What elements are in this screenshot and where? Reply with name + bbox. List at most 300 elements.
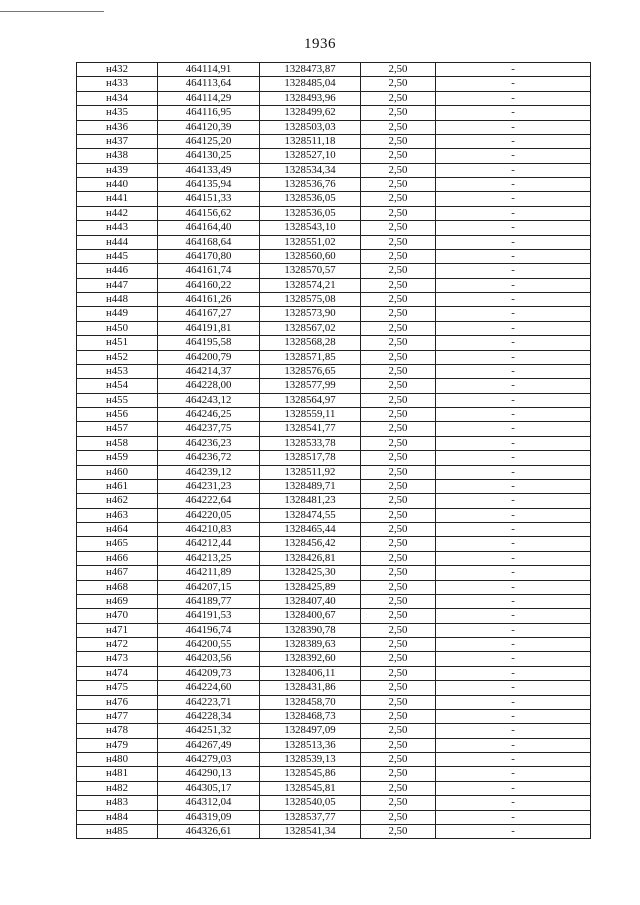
- table-row: [77, 422, 591, 436]
- accuracy-cell: 2,50: [361, 537, 436, 551]
- point-id-cell: н468: [77, 580, 158, 594]
- accuracy-cell: 2,50: [361, 767, 436, 781]
- description-cell: -: [436, 192, 591, 206]
- description-cell: -: [436, 709, 591, 723]
- y-coordinate-cell: 1328560,60: [260, 249, 361, 263]
- x-coordinate-cell: 464246,25: [158, 408, 260, 422]
- table-row: [77, 566, 591, 580]
- point-id-cell: н462: [77, 494, 158, 508]
- x-coordinate-cell: 464168,64: [158, 235, 260, 249]
- description-cell: -: [436, 738, 591, 752]
- point-id-cell: н434: [77, 91, 158, 105]
- y-coordinate-cell: 1328511,92: [260, 465, 361, 479]
- description-cell: -: [436, 494, 591, 508]
- point-id-cell: н441: [77, 192, 158, 206]
- x-coordinate-cell: 464191,53: [158, 609, 260, 623]
- x-coordinate-cell: 464135,94: [158, 178, 260, 192]
- point-id-cell: н461: [77, 479, 158, 493]
- description-cell: -: [436, 781, 591, 795]
- accuracy-cell: 2,50: [361, 436, 436, 450]
- accuracy-cell: 2,50: [361, 77, 436, 91]
- description-cell: -: [436, 307, 591, 321]
- y-coordinate-cell: 1328473,87: [260, 63, 361, 77]
- point-id-cell: н477: [77, 709, 158, 723]
- x-coordinate-cell: 464133,49: [158, 163, 260, 177]
- x-coordinate-cell: 464164,40: [158, 221, 260, 235]
- description-cell: -: [436, 249, 591, 263]
- x-coordinate-cell: 464200,55: [158, 638, 260, 652]
- y-coordinate-cell: 1328537,77: [260, 810, 361, 824]
- point-id-cell: н443: [77, 221, 158, 235]
- accuracy-cell: 2,50: [361, 824, 436, 838]
- accuracy-cell: 2,50: [361, 580, 436, 594]
- accuracy-cell: 2,50: [361, 91, 436, 105]
- accuracy-cell: 2,50: [361, 753, 436, 767]
- table-row: [77, 609, 591, 623]
- table-row: [77, 336, 591, 350]
- point-id-cell: н469: [77, 594, 158, 608]
- y-coordinate-cell: 1328577,99: [260, 379, 361, 393]
- x-coordinate-cell: 464290,13: [158, 767, 260, 781]
- description-cell: -: [436, 724, 591, 738]
- accuracy-cell: 2,50: [361, 796, 436, 810]
- accuracy-cell: 2,50: [361, 724, 436, 738]
- point-id-cell: н440: [77, 178, 158, 192]
- description-cell: -: [436, 436, 591, 450]
- x-coordinate-cell: 464224,60: [158, 681, 260, 695]
- y-coordinate-cell: 1328545,86: [260, 767, 361, 781]
- table-row: [77, 738, 591, 752]
- point-id-cell: н464: [77, 523, 158, 537]
- x-coordinate-cell: 464170,80: [158, 249, 260, 263]
- corner-rule: [0, 11, 104, 12]
- accuracy-cell: 2,50: [361, 163, 436, 177]
- y-coordinate-cell: 1328527,10: [260, 149, 361, 163]
- point-id-cell: н460: [77, 465, 158, 479]
- x-coordinate-cell: 464189,77: [158, 594, 260, 608]
- y-coordinate-cell: 1328575,08: [260, 293, 361, 307]
- description-cell: -: [436, 566, 591, 580]
- table-row: [77, 451, 591, 465]
- x-coordinate-cell: 464212,44: [158, 537, 260, 551]
- y-coordinate-cell: 1328571,85: [260, 350, 361, 364]
- table-row: [77, 192, 591, 206]
- x-coordinate-cell: 464114,29: [158, 91, 260, 105]
- y-coordinate-cell: 1328541,77: [260, 422, 361, 436]
- x-coordinate-cell: 464200,79: [158, 350, 260, 364]
- description-cell: -: [436, 753, 591, 767]
- table-row: [77, 580, 591, 594]
- table-row: [77, 350, 591, 364]
- x-coordinate-cell: 464237,75: [158, 422, 260, 436]
- description-cell: -: [436, 537, 591, 551]
- description-cell: -: [436, 293, 591, 307]
- x-coordinate-cell: 464279,03: [158, 753, 260, 767]
- x-coordinate-cell: 464116,95: [158, 106, 260, 120]
- point-id-cell: н467: [77, 566, 158, 580]
- point-id-cell: н447: [77, 278, 158, 292]
- x-coordinate-cell: 464228,34: [158, 709, 260, 723]
- point-id-cell: н450: [77, 321, 158, 335]
- x-coordinate-cell: 464203,56: [158, 652, 260, 666]
- table-row: [77, 63, 591, 77]
- y-coordinate-cell: 1328485,04: [260, 77, 361, 91]
- y-coordinate-cell: 1328481,23: [260, 494, 361, 508]
- table-row: [77, 163, 591, 177]
- x-coordinate-cell: 464305,17: [158, 781, 260, 795]
- x-coordinate-cell: 464113,64: [158, 77, 260, 91]
- accuracy-cell: 2,50: [361, 249, 436, 263]
- table-row: [77, 235, 591, 249]
- description-cell: -: [436, 422, 591, 436]
- point-id-cell: н459: [77, 451, 158, 465]
- x-coordinate-cell: 464312,04: [158, 796, 260, 810]
- point-id-cell: н476: [77, 695, 158, 709]
- accuracy-cell: 2,50: [361, 206, 436, 220]
- table-row: [77, 796, 591, 810]
- y-coordinate-cell: 1328570,57: [260, 264, 361, 278]
- y-coordinate-cell: 1328517,78: [260, 451, 361, 465]
- accuracy-cell: 2,50: [361, 336, 436, 350]
- point-id-cell: н437: [77, 134, 158, 148]
- description-cell: -: [436, 163, 591, 177]
- x-coordinate-cell: 464210,83: [158, 523, 260, 537]
- x-coordinate-cell: 464236,72: [158, 451, 260, 465]
- point-id-cell: н457: [77, 422, 158, 436]
- table-row: [77, 408, 591, 422]
- table-row: [77, 393, 591, 407]
- x-coordinate-cell: 464209,73: [158, 666, 260, 680]
- description-cell: -: [436, 465, 591, 479]
- table-row: [77, 508, 591, 522]
- accuracy-cell: 2,50: [361, 235, 436, 249]
- accuracy-cell: 2,50: [361, 479, 436, 493]
- table-row: [77, 681, 591, 695]
- table-row: [77, 652, 591, 666]
- description-cell: -: [436, 609, 591, 623]
- point-id-cell: н448: [77, 293, 158, 307]
- table-row: [77, 221, 591, 235]
- point-id-cell: н433: [77, 77, 158, 91]
- description-cell: -: [436, 652, 591, 666]
- accuracy-cell: 2,50: [361, 120, 436, 134]
- description-cell: -: [436, 767, 591, 781]
- accuracy-cell: 2,50: [361, 149, 436, 163]
- description-cell: -: [436, 134, 591, 148]
- y-coordinate-cell: 1328513,36: [260, 738, 361, 752]
- table-row: [77, 379, 591, 393]
- y-coordinate-cell: 1328534,34: [260, 163, 361, 177]
- description-cell: -: [436, 379, 591, 393]
- description-cell: -: [436, 364, 591, 378]
- x-coordinate-cell: 464114,91: [158, 63, 260, 77]
- x-coordinate-cell: 464160,22: [158, 278, 260, 292]
- accuracy-cell: 2,50: [361, 566, 436, 580]
- accuracy-cell: 2,50: [361, 278, 436, 292]
- x-coordinate-cell: 464161,26: [158, 293, 260, 307]
- y-coordinate-cell: 1328390,78: [260, 623, 361, 637]
- x-coordinate-cell: 464151,33: [158, 192, 260, 206]
- accuracy-cell: 2,50: [361, 393, 436, 407]
- point-id-cell: н480: [77, 753, 158, 767]
- y-coordinate-cell: 1328406,11: [260, 666, 361, 680]
- y-coordinate-cell: 1328511,18: [260, 134, 361, 148]
- accuracy-cell: 2,50: [361, 178, 436, 192]
- x-coordinate-cell: 464167,27: [158, 307, 260, 321]
- accuracy-cell: 2,50: [361, 350, 436, 364]
- table-row: [77, 479, 591, 493]
- y-coordinate-cell: 1328533,78: [260, 436, 361, 450]
- x-coordinate-cell: 464120,39: [158, 120, 260, 134]
- x-coordinate-cell: 464130,25: [158, 149, 260, 163]
- point-id-cell: н484: [77, 810, 158, 824]
- description-cell: -: [436, 551, 591, 565]
- y-coordinate-cell: 1328468,73: [260, 709, 361, 723]
- accuracy-cell: 2,50: [361, 709, 436, 723]
- description-cell: -: [436, 408, 591, 422]
- table-row: [77, 767, 591, 781]
- table-row: [77, 321, 591, 335]
- description-cell: -: [436, 149, 591, 163]
- y-coordinate-cell: 1328574,21: [260, 278, 361, 292]
- table-row: [77, 134, 591, 148]
- y-coordinate-cell: 1328407,40: [260, 594, 361, 608]
- accuracy-cell: 2,50: [361, 523, 436, 537]
- point-id-cell: н463: [77, 508, 158, 522]
- x-coordinate-cell: 464239,12: [158, 465, 260, 479]
- accuracy-cell: 2,50: [361, 494, 436, 508]
- accuracy-cell: 2,50: [361, 307, 436, 321]
- y-coordinate-cell: 1328425,30: [260, 566, 361, 580]
- y-coordinate-cell: 1328536,76: [260, 178, 361, 192]
- accuracy-cell: 2,50: [361, 63, 436, 77]
- point-id-cell: н444: [77, 235, 158, 249]
- table-row: [77, 494, 591, 508]
- accuracy-cell: 2,50: [361, 738, 436, 752]
- point-id-cell: н455: [77, 393, 158, 407]
- table-row: [77, 149, 591, 163]
- table-row: [77, 666, 591, 680]
- table-row: [77, 695, 591, 709]
- description-cell: -: [436, 350, 591, 364]
- accuracy-cell: 2,50: [361, 264, 436, 278]
- accuracy-cell: 2,50: [361, 623, 436, 637]
- point-id-cell: н478: [77, 724, 158, 738]
- y-coordinate-cell: 1328541,34: [260, 824, 361, 838]
- description-cell: -: [436, 666, 591, 680]
- accuracy-cell: 2,50: [361, 695, 436, 709]
- x-coordinate-cell: 464236,23: [158, 436, 260, 450]
- description-cell: -: [436, 178, 591, 192]
- y-coordinate-cell: 1328465,44: [260, 523, 361, 537]
- point-id-cell: н474: [77, 666, 158, 680]
- x-coordinate-cell: 464220,05: [158, 508, 260, 522]
- table-row: [77, 824, 591, 838]
- table-row: [77, 753, 591, 767]
- y-coordinate-cell: 1328543,10: [260, 221, 361, 235]
- y-coordinate-cell: 1328567,02: [260, 321, 361, 335]
- table-row: [77, 436, 591, 450]
- accuracy-cell: 2,50: [361, 681, 436, 695]
- description-cell: -: [436, 221, 591, 235]
- accuracy-cell: 2,50: [361, 652, 436, 666]
- description-cell: -: [436, 523, 591, 537]
- point-id-cell: н473: [77, 652, 158, 666]
- y-coordinate-cell: 1328576,65: [260, 364, 361, 378]
- y-coordinate-cell: 1328503,03: [260, 120, 361, 134]
- y-coordinate-cell: 1328458,70: [260, 695, 361, 709]
- x-coordinate-cell: 464228,00: [158, 379, 260, 393]
- accuracy-cell: 2,50: [361, 408, 436, 422]
- description-cell: -: [436, 106, 591, 120]
- table-row: [77, 249, 591, 263]
- description-cell: -: [436, 120, 591, 134]
- x-coordinate-cell: 464251,32: [158, 724, 260, 738]
- point-id-cell: н436: [77, 120, 158, 134]
- y-coordinate-cell: 1328425,89: [260, 580, 361, 594]
- page-number: 1936: [304, 36, 336, 52]
- x-coordinate-cell: 464214,37: [158, 364, 260, 378]
- point-id-cell: н479: [77, 738, 158, 752]
- accuracy-cell: 2,50: [361, 451, 436, 465]
- accuracy-cell: 2,50: [361, 364, 436, 378]
- accuracy-cell: 2,50: [361, 134, 436, 148]
- x-coordinate-cell: 464211,89: [158, 566, 260, 580]
- description-cell: -: [436, 321, 591, 335]
- description-cell: -: [436, 63, 591, 77]
- accuracy-cell: 2,50: [361, 379, 436, 393]
- x-coordinate-cell: 464125,20: [158, 134, 260, 148]
- description-cell: -: [436, 278, 591, 292]
- table-row: [77, 106, 591, 120]
- x-coordinate-cell: 464196,74: [158, 623, 260, 637]
- y-coordinate-cell: 1328493,96: [260, 91, 361, 105]
- point-id-cell: н442: [77, 206, 158, 220]
- table-row: [77, 623, 591, 637]
- table-row: [77, 781, 591, 795]
- point-id-cell: н470: [77, 609, 158, 623]
- table-row: [77, 465, 591, 479]
- description-cell: -: [436, 824, 591, 838]
- description-cell: -: [436, 580, 591, 594]
- x-coordinate-cell: 464161,74: [158, 264, 260, 278]
- accuracy-cell: 2,50: [361, 221, 436, 235]
- coordinates-table: [76, 62, 591, 839]
- accuracy-cell: 2,50: [361, 609, 436, 623]
- description-cell: -: [436, 479, 591, 493]
- accuracy-cell: 2,50: [361, 638, 436, 652]
- x-coordinate-cell: 464231,23: [158, 479, 260, 493]
- description-cell: -: [436, 623, 591, 637]
- table-row: [77, 724, 591, 738]
- description-cell: -: [436, 206, 591, 220]
- description-cell: -: [436, 695, 591, 709]
- point-id-cell: н452: [77, 350, 158, 364]
- y-coordinate-cell: 1328392,60: [260, 652, 361, 666]
- y-coordinate-cell: 1328539,13: [260, 753, 361, 767]
- point-id-cell: н456: [77, 408, 158, 422]
- table-row: [77, 638, 591, 652]
- table-row: [77, 293, 591, 307]
- y-coordinate-cell: 1328474,55: [260, 508, 361, 522]
- description-cell: -: [436, 451, 591, 465]
- point-id-cell: н485: [77, 824, 158, 838]
- y-coordinate-cell: 1328559,11: [260, 408, 361, 422]
- y-coordinate-cell: 1328389,63: [260, 638, 361, 652]
- point-id-cell: н449: [77, 307, 158, 321]
- table-row: [77, 307, 591, 321]
- table-row: [77, 537, 591, 551]
- description-cell: -: [436, 594, 591, 608]
- accuracy-cell: 2,50: [361, 666, 436, 680]
- point-id-cell: н435: [77, 106, 158, 120]
- point-id-cell: н481: [77, 767, 158, 781]
- y-coordinate-cell: 1328536,05: [260, 192, 361, 206]
- table-row: [77, 594, 591, 608]
- point-id-cell: н471: [77, 623, 158, 637]
- table-row: [77, 264, 591, 278]
- table-row: [77, 206, 591, 220]
- x-coordinate-cell: 464191,81: [158, 321, 260, 335]
- y-coordinate-cell: 1328400,67: [260, 609, 361, 623]
- y-coordinate-cell: 1328540,05: [260, 796, 361, 810]
- table-row: [77, 551, 591, 565]
- point-id-cell: н458: [77, 436, 158, 450]
- point-id-cell: н446: [77, 264, 158, 278]
- table-row: [77, 77, 591, 91]
- point-id-cell: н438: [77, 149, 158, 163]
- x-coordinate-cell: 464267,49: [158, 738, 260, 752]
- accuracy-cell: 2,50: [361, 321, 436, 335]
- description-cell: -: [436, 393, 591, 407]
- y-coordinate-cell: 1328431,86: [260, 681, 361, 695]
- description-cell: -: [436, 91, 591, 105]
- y-coordinate-cell: 1328426,81: [260, 551, 361, 565]
- x-coordinate-cell: 464222,64: [158, 494, 260, 508]
- description-cell: -: [436, 638, 591, 652]
- point-id-cell: н472: [77, 638, 158, 652]
- description-cell: -: [436, 336, 591, 350]
- x-coordinate-cell: 464195,58: [158, 336, 260, 350]
- point-id-cell: н475: [77, 681, 158, 695]
- y-coordinate-cell: 1328551,02: [260, 235, 361, 249]
- point-id-cell: н483: [77, 796, 158, 810]
- y-coordinate-cell: 1328573,90: [260, 307, 361, 321]
- accuracy-cell: 2,50: [361, 551, 436, 565]
- accuracy-cell: 2,50: [361, 293, 436, 307]
- coordinates-table-body: [77, 63, 591, 839]
- table-row: [77, 120, 591, 134]
- point-id-cell: н451: [77, 336, 158, 350]
- description-cell: -: [436, 264, 591, 278]
- y-coordinate-cell: 1328489,71: [260, 479, 361, 493]
- table-row: [77, 523, 591, 537]
- description-cell: -: [436, 681, 591, 695]
- y-coordinate-cell: 1328545,81: [260, 781, 361, 795]
- point-id-cell: н432: [77, 63, 158, 77]
- x-coordinate-cell: 464243,12: [158, 393, 260, 407]
- table-row: [77, 178, 591, 192]
- accuracy-cell: 2,50: [361, 106, 436, 120]
- accuracy-cell: 2,50: [361, 781, 436, 795]
- y-coordinate-cell: 1328497,09: [260, 724, 361, 738]
- point-id-cell: н445: [77, 249, 158, 263]
- table-row: [77, 91, 591, 105]
- y-coordinate-cell: 1328456,42: [260, 537, 361, 551]
- accuracy-cell: 2,50: [361, 810, 436, 824]
- point-id-cell: н454: [77, 379, 158, 393]
- x-coordinate-cell: 464319,09: [158, 810, 260, 824]
